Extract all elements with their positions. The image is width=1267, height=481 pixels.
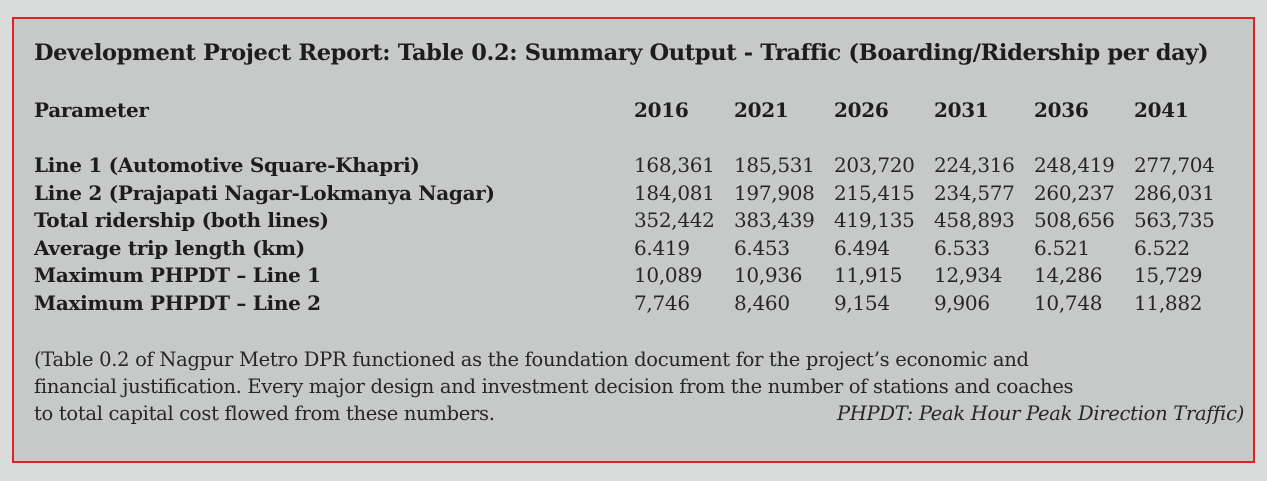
table-cell: 6.521 — [1034, 235, 1090, 260]
table-cell: 10,089 — [634, 263, 703, 287]
table-cell: 563,735 — [1134, 208, 1215, 232]
footnote-line: (Table 0.2 of Nagpur Metro DPR functioned as the foundation document for the project’s economic and — [34, 348, 1029, 371]
table-cell: 203,720 — [834, 153, 915, 177]
table-cell: 458,893 — [934, 208, 1015, 232]
table-cell: 11,915 — [834, 263, 903, 287]
table-cell: 419,135 — [834, 208, 915, 232]
table-spacer-row — [34, 125, 1234, 152]
row-parameter-label: Maximum PHPDT – Line 2 — [34, 290, 321, 315]
table-cell: 248,419 — [1034, 153, 1115, 177]
table-cell: 6.533 — [934, 235, 990, 260]
column-header-year: 2031 — [934, 98, 989, 122]
table-row — [34, 235, 1234, 263]
table-cell: 260,237 — [1034, 180, 1115, 205]
column-header-year: 2041 — [1134, 98, 1189, 122]
table-cell: 352,442 — [634, 208, 715, 232]
table-cell: 6.419 — [634, 235, 690, 260]
column-header-year: 2036 — [1034, 98, 1089, 122]
table-cell: 184,081 — [634, 180, 715, 205]
table-cell: 6.453 — [734, 235, 790, 260]
table-cell: 185,531 — [734, 153, 815, 177]
column-header-year: 2021 — [734, 98, 789, 122]
table-cell: 8,460 — [734, 290, 790, 315]
table-cell: 11,882 — [1134, 290, 1203, 315]
table-cell: 15,729 — [1134, 263, 1203, 287]
table-cell: 7,746 — [634, 290, 690, 315]
table-cell: 277,704 — [1134, 153, 1215, 177]
column-header-year: 2016 — [634, 98, 689, 122]
table-row — [34, 152, 1234, 180]
table-cell: 197,908 — [734, 180, 815, 205]
column-header-year: 2026 — [834, 98, 889, 122]
row-parameter-label: Total ridership (both lines) — [34, 208, 329, 232]
table-cell: 10,748 — [1034, 290, 1103, 315]
table-row — [34, 207, 1234, 235]
table-row — [34, 290, 1234, 318]
footnote-line: to total capital cost flowed from these numbers. — [34, 402, 495, 425]
table-cell: 383,439 — [734, 208, 815, 232]
table-row — [34, 262, 1234, 290]
footnote — [34, 346, 1244, 427]
table-cell: 234,577 — [934, 180, 1015, 205]
table-cell: 286,031 — [1134, 180, 1215, 205]
table-cell: 168,361 — [634, 153, 715, 177]
table-cell: 10,936 — [734, 263, 803, 287]
table-cell: 12,934 — [934, 263, 1003, 287]
table-cell: 508,656 — [1034, 208, 1115, 232]
footnote-last-line — [34, 400, 1244, 427]
row-parameter-label: Line 1 (Automotive Square-Khapri) — [34, 153, 420, 177]
table-cell: 224,316 — [934, 153, 1015, 177]
table-header-row — [34, 97, 1234, 125]
phpdt-definition: PHPDT: Peak Hour Peak Direction Traffic) — [836, 402, 1244, 425]
report-panel — [12, 17, 1255, 463]
footnote-line: financial justification. Every major design and investment decision from the number of stations and coaches — [34, 375, 1074, 398]
table-cell: 9,906 — [934, 290, 990, 315]
table-cell: 9,154 — [834, 290, 890, 315]
table-row — [34, 180, 1234, 208]
table-cell: 6.522 — [1134, 235, 1190, 260]
summary-table — [34, 97, 1234, 317]
table-cell: 215,415 — [834, 180, 915, 205]
row-parameter-label: Average trip length (km) — [34, 235, 305, 260]
column-header-parameter: Parameter — [34, 98, 149, 122]
row-parameter-label: Line 2 (Prajapati Nagar-Lokmanya Nagar) — [34, 180, 495, 205]
report-title: Development Project Report: Table 0.2: Summary Output - Traffic (Boarding/Ridership per day) — [34, 40, 1209, 66]
table-cell: 14,286 — [1034, 263, 1103, 287]
table-cell: 6.494 — [834, 235, 890, 260]
row-parameter-label: Maximum PHPDT – Line 1 — [34, 263, 321, 287]
